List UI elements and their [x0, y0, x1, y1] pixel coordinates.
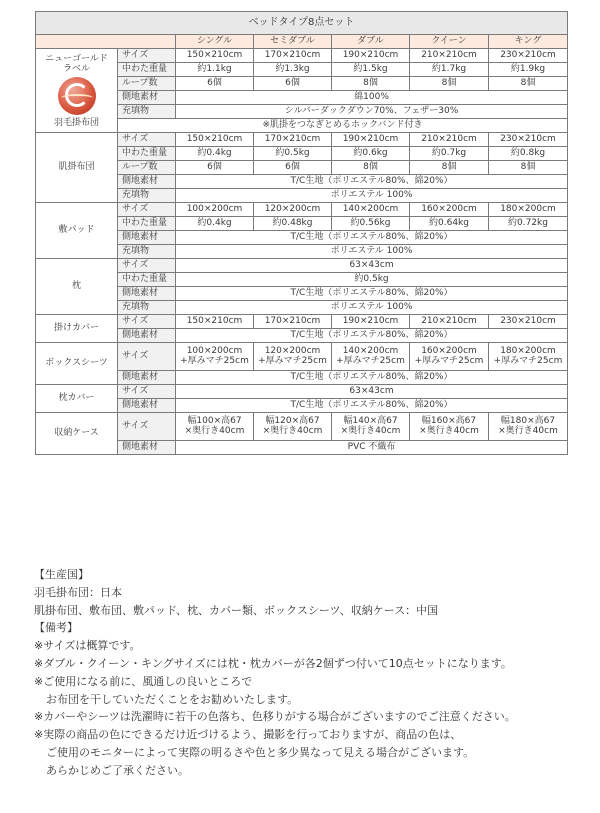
size-header: クイーン — [410, 35, 489, 49]
value-cell: T/C生地（ポリエステル80%、綿20%） — [176, 399, 568, 413]
category-name: 収納ケース — [36, 413, 118, 455]
row-label: 側地素材 — [118, 399, 176, 413]
value-cell: T/C生地（ポリエステル80%、綿20%） — [176, 287, 568, 301]
value-cell: 約1.3kg — [254, 63, 332, 77]
value-cell: 幅100×高67 ×奥行き40cm — [176, 413, 254, 441]
row-label: ループ数 — [118, 77, 176, 91]
value-cell: 120×200cm — [254, 203, 332, 217]
brand-logo — [36, 53, 117, 128]
value-cell: T/C生地（ポリエステル80%、綿20%） — [176, 329, 568, 343]
header-blank — [36, 35, 176, 49]
value-cell: 綿100% — [176, 91, 568, 105]
row-label: 中わた重量 — [118, 217, 176, 231]
size-header: セミダブル — [254, 35, 332, 49]
row-label: ループ数 — [118, 161, 176, 175]
value-cell: 約0.72kg — [489, 217, 568, 231]
value-cell: 160×200cm — [410, 203, 489, 217]
value-cell: 8個 — [489, 161, 568, 175]
value-cell: 約0.5kg — [176, 273, 568, 287]
row-label: 側地素材 — [118, 231, 176, 245]
value-cell: T/C生地（ポリエステル80%、綿20%） — [176, 371, 568, 385]
value-cell: 約0.64kg — [410, 217, 489, 231]
row-label: サイズ — [118, 413, 176, 441]
value-cell: 約0.4kg — [176, 147, 254, 161]
spec-row — [36, 413, 568, 441]
row-label: 中わた重量 — [118, 63, 176, 77]
value-cell: 170×210cm — [254, 315, 332, 329]
category-name: 枕 — [36, 259, 118, 315]
title-row — [36, 12, 568, 35]
value-cell: 150×210cm — [176, 49, 254, 63]
value-cell: 150×210cm — [176, 315, 254, 329]
value-cell: 8個 — [489, 77, 568, 91]
value-cell: 100×200cm +厚みマチ25cm — [176, 343, 254, 371]
value-cell: 約1.5kg — [332, 63, 410, 77]
row-label: 側地素材 — [118, 287, 176, 301]
row-label: 側地素材 — [118, 371, 176, 385]
value-cell: 約0.56kg — [332, 217, 410, 231]
value-cell: 140×200cm — [332, 203, 410, 217]
value-cell: 230×210cm — [489, 315, 568, 329]
remark-line: ※ご使用になる前に、風通しの良いところで — [34, 674, 253, 688]
value-cell: 約0.8kg — [489, 147, 568, 161]
value-cell: 120×200cm +厚みマチ25cm — [254, 343, 332, 371]
value-cell: ポリエステル 100% — [176, 189, 568, 203]
value-cell: 6個 — [176, 77, 254, 91]
value-cell: 63×43cm — [176, 259, 568, 273]
value-cell: 約0.48kg — [254, 217, 332, 231]
value-cell: 幅120×高67 ×奥行き40cm — [254, 413, 332, 441]
emblem-swoop — [61, 94, 93, 102]
spec-row — [36, 343, 568, 371]
remark-line: ご使用のモニターによって実際の明るさや色と多少異なって見える場合がございます。 — [46, 745, 475, 759]
value-cell: 幅160×高67 ×奥行き40cm — [410, 413, 489, 441]
remarks-lines — [34, 637, 584, 779]
row-label: 側地素材 — [118, 441, 176, 455]
table-title: ベッドタイプ8点セット — [36, 12, 568, 35]
remark-line: お布団を干していただくことをお勧めいたします。 — [46, 692, 299, 706]
row-label: サイズ — [118, 385, 176, 399]
value-cell: 約1.1kg — [176, 63, 254, 77]
size-header: シングル — [176, 35, 254, 49]
spec-row — [36, 133, 568, 147]
value-cell: 190×210cm — [332, 315, 410, 329]
value-cell: 210×210cm — [410, 315, 489, 329]
row-label: サイズ — [118, 259, 176, 273]
value-cell: ポリエステル 100% — [176, 245, 568, 259]
row-label: 側地素材 — [118, 329, 176, 343]
category-name: 肌掛布団 — [36, 133, 118, 203]
value-cell: 210×210cm — [410, 133, 489, 147]
row-label: 中わた重量 — [118, 147, 176, 161]
remark-line: ※実際の商品の色にできるだけ近づけるよう、撮影を行っておりますが、商品の色は、 — [34, 728, 462, 742]
row-label: 充填物 — [118, 189, 176, 203]
origin-line: 羽毛掛布団：日本 — [34, 585, 122, 599]
logo-title: ニューゴールド ラベル — [45, 53, 108, 74]
value-cell: 150×210cm — [176, 133, 254, 147]
remark-line: ※カバーやシーツは洗濯時に若干の色落ち、色移りがする場合がございますのでご注意ください。 — [34, 710, 516, 724]
category-name: 敷パッド — [36, 203, 118, 259]
value-cell: T/C生地（ポリエステル80%、綿20%） — [176, 231, 568, 245]
origin-line: 肌掛布団、敷布団、敷パッド、枕、カバー類、ボックスシーツ、収納ケース：中国 — [34, 603, 439, 617]
size-header: ダブル — [332, 35, 410, 49]
size-header: キング — [489, 35, 568, 49]
value-cell: 170×210cm — [254, 49, 332, 63]
spec-row — [36, 315, 568, 329]
header-row — [36, 35, 568, 49]
note-cell: ※肌掛をつなぎとめるホックバンド付き — [118, 119, 568, 133]
value-cell: 160×200cm +厚みマチ25cm — [410, 343, 489, 371]
value-cell: 8個 — [410, 161, 489, 175]
remark-line: あらかじめご了承ください。 — [46, 763, 189, 777]
remarks-heading: 【備考】 — [34, 621, 78, 635]
spec-table — [35, 11, 568, 455]
category-name: 枕カバー — [36, 385, 118, 413]
row-label: サイズ — [118, 315, 176, 329]
origin-heading: 【生産国】 — [34, 568, 89, 581]
value-cell: 63×43cm — [176, 385, 568, 399]
value-cell: 100×200cm — [176, 203, 254, 217]
value-cell: 8個 — [410, 77, 489, 91]
category-name: 羽毛掛布団 — [53, 117, 99, 128]
value-cell: 6個 — [176, 161, 254, 175]
row-label: 充填物 — [118, 245, 176, 259]
spec-row — [36, 49, 568, 63]
row-label: サイズ — [118, 343, 176, 371]
value-cell: 6個 — [254, 77, 332, 91]
row-label: サイズ — [118, 203, 176, 217]
value-cell: 230×210cm — [489, 133, 568, 147]
value-cell: T/C生地（ポリエステル80%、綿20%） — [176, 175, 568, 189]
origin-lines — [34, 584, 584, 620]
value-cell: 約0.4kg — [176, 217, 254, 231]
value-cell: 170×210cm — [254, 133, 332, 147]
value-cell: 約1.7kg — [410, 63, 489, 77]
value-cell: 約0.7kg — [410, 147, 489, 161]
category-name: ボックスシーツ — [36, 343, 118, 385]
value-cell: 180×200cm +厚みマチ25cm — [489, 343, 568, 371]
remark-line: ※ダブル・クイーン・キングサイズには枕・枕カバーが各2個ずつ付いて10点セットになります。 — [34, 656, 512, 670]
value-cell: 約0.6kg — [332, 147, 410, 161]
row-label: 側地素材 — [118, 91, 176, 105]
gold-label-emblem-icon — [58, 77, 96, 115]
value-cell: 210×210cm — [410, 49, 489, 63]
row-label: 充填物 — [118, 301, 176, 315]
value-cell: 約1.9kg — [489, 63, 568, 77]
value-cell: 140×200cm +厚みマチ25cm — [332, 343, 410, 371]
remark-line: ※サイズは概算です。 — [34, 639, 141, 653]
value-cell: 幅140×高67 ×奥行き40cm — [332, 413, 410, 441]
value-cell: 幅180×高67 ×奥行き40cm — [489, 413, 568, 441]
value-cell: 8個 — [332, 77, 410, 91]
category-name: 掛けカバー — [36, 315, 118, 343]
value-cell: 8個 — [332, 161, 410, 175]
value-cell: 190×210cm — [332, 49, 410, 63]
value-cell: 約0.5kg — [254, 147, 332, 161]
row-label: サイズ — [118, 133, 176, 147]
spec-row — [36, 385, 568, 399]
value-cell: PVC 不織布 — [176, 441, 568, 455]
row-label: 充填物 — [118, 105, 176, 119]
value-cell: 230×210cm — [489, 49, 568, 63]
category-cell — [36, 49, 118, 133]
value-cell: シルバーダックダウン70%、フェザー30% — [176, 105, 568, 119]
value-cell: 6個 — [254, 161, 332, 175]
notes-section — [34, 566, 584, 780]
row-label: 側地素材 — [118, 175, 176, 189]
row-label: サイズ — [118, 49, 176, 63]
value-cell: 180×200cm — [489, 203, 568, 217]
row-label: 中わた重量 — [118, 273, 176, 287]
value-cell: 190×210cm — [332, 133, 410, 147]
value-cell: ポリエステル 100% — [176, 301, 568, 315]
spec-row — [36, 259, 568, 273]
spec-row — [36, 203, 568, 217]
